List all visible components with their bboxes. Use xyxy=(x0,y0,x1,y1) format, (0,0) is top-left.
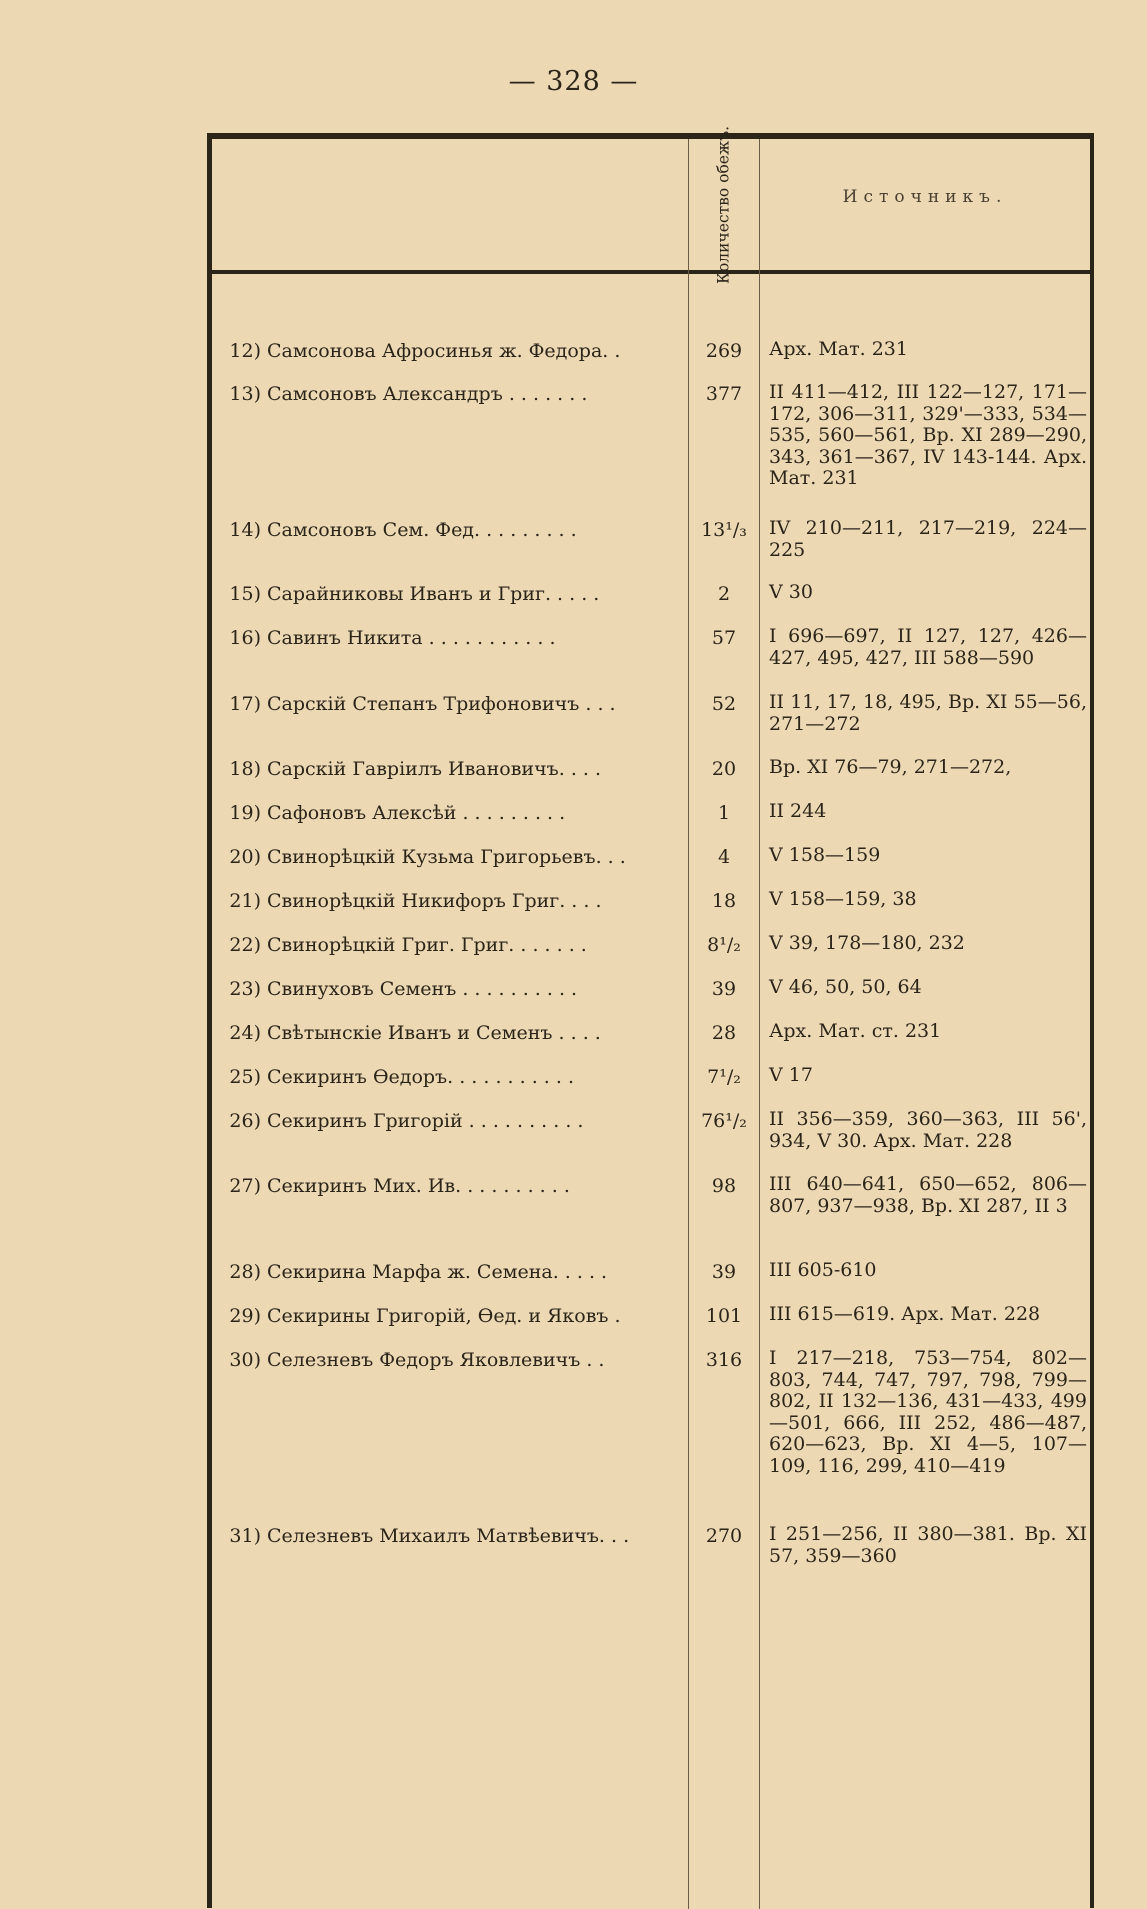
row-number: 29) xyxy=(229,1305,261,1327)
row-number: 12) xyxy=(229,340,261,362)
row-quantity: 52 xyxy=(711,693,737,715)
row-number: 22) xyxy=(229,934,261,956)
row-number: 19) xyxy=(229,802,261,824)
row-source: II 411—412, III 122—127, 171—172, 306—311, 329'—333, 534—535, 560—561, Вр. XI 289—290, 343, 361—367, IV 143-144. Арх. Мат. 231 xyxy=(769,381,1087,489)
row-source: I 696—697, II 127, 127, 426—427, 495, 427, III 588—590 xyxy=(769,625,1087,669)
row-quantity: 18 xyxy=(711,890,737,912)
row-source: V 46, 50, 50, 64 xyxy=(769,976,922,998)
row-number: 20) xyxy=(229,846,261,868)
page-number: — 328 — xyxy=(508,66,639,97)
row-source: II 244 xyxy=(769,800,827,822)
row-name: Сафоновъ Алексѣй . . . . . . . . . xyxy=(267,802,566,824)
row-name: Самсоновъ Александръ . . . . . . . xyxy=(267,383,588,405)
row-source: V 158—159 xyxy=(769,844,881,866)
row-quantity: 57 xyxy=(711,627,737,649)
column-divider-qty-source xyxy=(759,139,760,1909)
row-quantity: 7¹/₂ xyxy=(707,1066,741,1088)
header-source: Источникъ. xyxy=(842,187,1008,207)
row-number: 16) xyxy=(229,627,261,649)
row-name: Свинуховъ Семенъ . . . . . . . . . . xyxy=(267,978,578,1000)
row-number: 17) xyxy=(229,693,261,715)
row-quantity: 13¹/₃ xyxy=(701,519,747,541)
row-source: Арх. Мат. 231 xyxy=(769,338,908,360)
row-source: V 39, 178—180, 232 xyxy=(769,932,965,954)
row-number: 27) xyxy=(229,1175,261,1197)
row-quantity: 101 xyxy=(705,1305,743,1327)
row-source: II 11, 17, 18, 495, Вр. XI 55—56, 271—272 xyxy=(769,691,1087,735)
header-quantity-cell xyxy=(689,125,759,284)
row-quantity: 377 xyxy=(705,383,743,405)
row-number: 24) xyxy=(229,1022,261,1044)
row-number: 25) xyxy=(229,1066,261,1088)
table-top-rule xyxy=(207,133,1094,139)
row-quantity: 39 xyxy=(711,1261,737,1283)
row-source: Вр. XI 76—79, 271—272, xyxy=(769,756,1012,778)
row-quantity: 4 xyxy=(717,846,731,868)
row-quantity: 316 xyxy=(705,1349,743,1371)
row-name: Секиринъ Мих. Ив. . . . . . . . . . xyxy=(267,1175,570,1197)
row-quantity: 28 xyxy=(711,1022,737,1044)
row-name: Свинорѣцкій Никифоръ Григ. . . . xyxy=(267,890,602,912)
table-header-rule xyxy=(207,270,1094,274)
table-right-rule xyxy=(1090,133,1094,1908)
row-quantity: 270 xyxy=(705,1525,743,1547)
row-quantity: 39 xyxy=(711,978,737,1000)
row-name: Свѣтынскіе Иванъ и Семенъ . . . . xyxy=(267,1022,601,1044)
row-source: I 251—256, II 380—381. Вр. XI 57, 359—360 xyxy=(769,1523,1087,1567)
row-number: 28) xyxy=(229,1261,261,1283)
row-source: II 356—359, 360—363, III 56', 934, V 30. Арх. Мат. 228 xyxy=(769,1108,1087,1152)
row-name: Секиринъ Григорій . . . . . . . . . . xyxy=(267,1110,584,1132)
row-source: V 17 xyxy=(769,1064,813,1086)
row-source: I 217—218, 753—754, 802—803, 744, 747, 797, 798, 799—802, II 132—136, 431—433, 499—501, 666, III 252, 486—487, 620—623, Вр. XI 4—5, 107—109, 116, 299, 410—419 xyxy=(769,1347,1087,1477)
row-name: Свинорѣцкій Кузьма Григорьевъ. . . xyxy=(267,846,626,868)
row-name: Селезневъ Федоръ Яковлевичъ . . xyxy=(267,1349,605,1371)
row-source: V 30 xyxy=(769,581,813,603)
row-name: Секиринъ Өедоръ. . . . . . . . . . . xyxy=(267,1066,574,1088)
row-number: 13) xyxy=(229,383,261,405)
row-name: Свинорѣцкій Григ. Григ. . . . . . . xyxy=(267,934,587,956)
row-name: Самсоновъ Сем. Фед. . . . . . . . . xyxy=(267,519,577,541)
row-name: Сарскій Степанъ Трифоновичъ . . . xyxy=(267,693,616,715)
row-quantity: 8¹/₂ xyxy=(707,934,741,956)
row-name: Сарскій Гавріилъ Ивановичъ. . . . xyxy=(267,758,602,780)
row-source: III 605-610 xyxy=(769,1259,877,1281)
row-name: Селезневъ Михаилъ Матвѣевичъ. . . xyxy=(267,1525,630,1547)
row-name: Секирина Марфа ж. Семена. . . . . xyxy=(267,1261,608,1283)
row-number: 18) xyxy=(229,758,261,780)
row-number: 15) xyxy=(229,583,261,605)
row-quantity: 98 xyxy=(711,1175,737,1197)
row-source: IV 210—211, 217—219, 224—225 xyxy=(769,517,1087,561)
row-number: 26) xyxy=(229,1110,261,1132)
row-number: 31) xyxy=(229,1525,261,1547)
row-quantity: 2 xyxy=(717,583,731,605)
row-source: III 640—641, 650—652, 806—807, 937—938, Вр. XI 287, II 3 xyxy=(769,1173,1087,1217)
row-number: 14) xyxy=(229,519,261,541)
row-name: Секирины Григорій, Өед. и Яковъ . xyxy=(267,1305,621,1327)
row-quantity: 1 xyxy=(717,802,731,824)
row-quantity: 269 xyxy=(705,340,743,362)
row-name: Самсонова Афросинья ж. Федора. . xyxy=(267,340,621,362)
row-number: 23) xyxy=(229,978,261,1000)
row-source: III 615—619. Арх. Мат. 228 xyxy=(769,1303,1041,1325)
row-quantity: 76¹/₂ xyxy=(701,1110,747,1132)
row-number: 21) xyxy=(229,890,261,912)
row-name: Сарайниковы Иванъ и Григ. . . . . xyxy=(267,583,600,605)
row-number: 30) xyxy=(229,1349,261,1371)
table-left-rule xyxy=(207,133,212,1908)
row-source: Арх. Мат. ст. 231 xyxy=(769,1020,942,1042)
register-table xyxy=(207,125,1094,1908)
header-quantity: Количество обежъ. xyxy=(714,125,733,284)
row-name: Савинъ Никита . . . . . . . . . . . xyxy=(267,627,556,649)
row-quantity: 20 xyxy=(711,758,737,780)
row-source: V 158—159, 38 xyxy=(769,888,917,910)
